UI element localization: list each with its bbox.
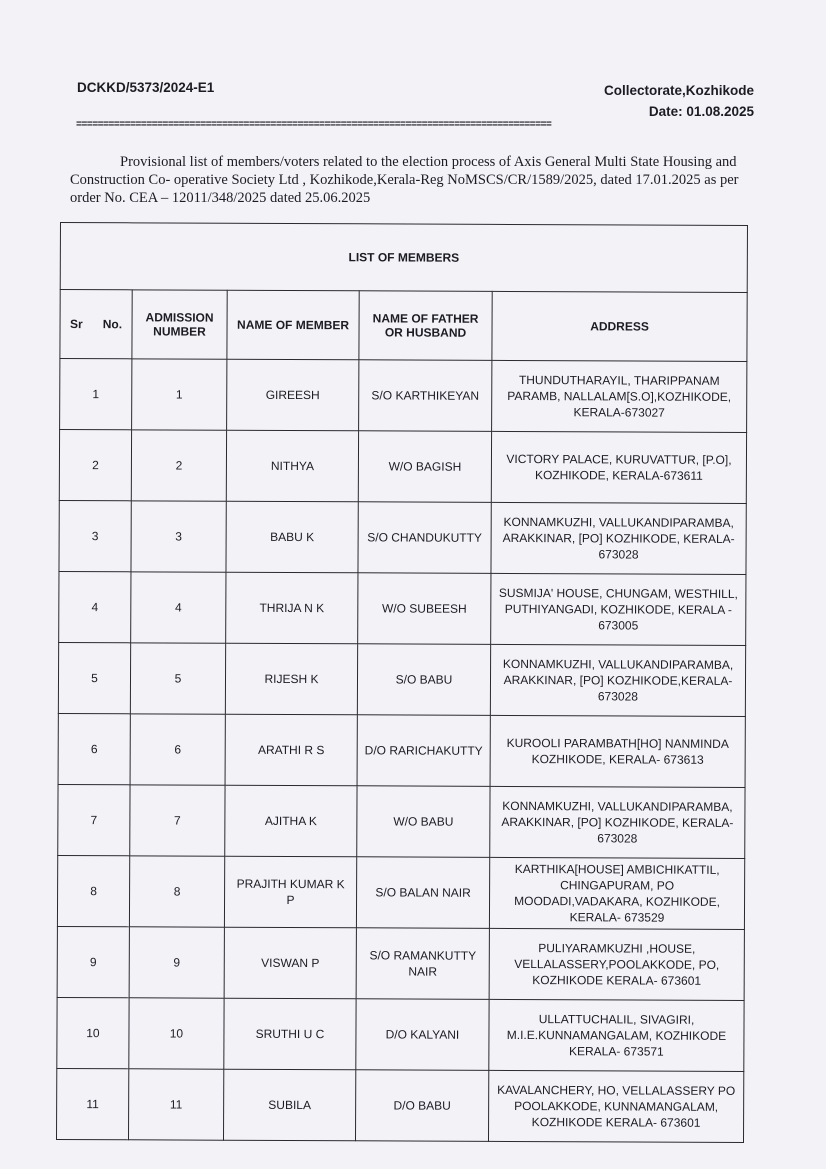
cell-address: SUSMIJA' HOUSE, CHUNGAM, WESTHILL, PUTHIYANGADI, KOZHIKODE, KERALA - 673005 [491,573,746,645]
document-date: Date: 01.08.2025 [648,104,754,119]
cell-sr: 7 [58,784,130,855]
cell-member-name: AJITHA K [225,785,357,857]
table-row [57,997,744,1071]
table-body [56,359,746,1143]
cell-admission: 3 [131,501,226,572]
table-row [58,642,745,716]
cell-relation: S/O BALAN NAIR [356,857,489,929]
cell-admission: 11 [128,1069,223,1140]
cell-relation: W/O SUBEESH [358,573,491,645]
cell-member-name: BABU K [226,501,358,573]
cell-member-name: GIREESH [227,359,359,431]
cell-sr: 4 [59,571,131,642]
column-header-member-name: NAME OF MEMBER [227,290,359,360]
cell-relation: D/O BABU [355,1070,488,1142]
table-row [58,784,745,858]
cell-admission: 4 [131,572,226,643]
cell-admission: 10 [129,998,224,1069]
table-title: LIST OF MEMBERS [60,223,747,293]
cell-address: THUNDUTHARAYIL, THARIPPANAM PARAMB, NALLALAM[S.O],KOZHIKODE, KERALA-673027 [492,360,747,432]
cell-sr: 3 [59,500,131,571]
cell-member-name: PRAJITH KUMAR K P [224,856,356,928]
cell-relation: W/O BAGISH [358,431,491,503]
table-row [57,855,744,929]
cell-admission: 2 [131,430,226,501]
cell-relation: S/O CHANDUKUTTY [358,502,491,574]
cell-member-name: THRIJA N K [226,572,358,644]
table-row [57,926,744,1000]
cell-sr: 2 [59,430,131,501]
cell-admission: 7 [130,785,225,856]
cell-sr: 6 [58,713,130,784]
cell-sr: 5 [58,642,130,713]
cell-relation: S/O RAMANKUTTY NAIR [356,928,489,1000]
cell-member-name: NITHYA [226,430,358,502]
cell-address: VICTORY PALACE, KURUVATTUR, [P.O], KOZHIKODE, KERALA-673611 [491,431,746,503]
table-row [58,713,745,787]
cell-sr: 10 [57,997,129,1068]
cell-sr: 9 [57,926,129,997]
cell-sr: 8 [57,855,129,926]
cell-address: PULIYARAMKUZHI ,HOUSE, VELLALASSERY,POOLAKKODE, PO, KOZHIKODE KERALA- 673601 [489,928,744,1000]
cell-member-name: VISWAN P [224,927,356,999]
cell-relation: S/O BABU [357,644,490,716]
intro-paragraph: Provisional list of members/voters related to the election process of Axis General Multi State Housing and Construction Co- operative Society Ltd , Kozhikode,Kerala-Reg NoMSCS/CR/1589/2025, dated 17.01.2025 as per order No. CEA – 12011/348/2025 dated 25.06.2025 [70,154,739,206]
cell-member-name: SUBILA [223,1069,355,1141]
members-table [56,222,748,1143]
cell-relation: D/O RARICHAKUTTY [357,715,490,787]
cell-address: KONNAMKUZHI, VALLUKANDIPARAMBA, ARAKKINAR, [PO] KOZHIKODE, KERALA-673028 [491,502,746,574]
table-row [56,1068,743,1142]
cell-address: KUROOLI PARAMBATH[HO] NANMINDA KOZHIKODE, KERALA- 673613 [490,715,745,787]
cell-address: KARTHIKA[HOUSE] AMBICHIKATTIL, CHINGAPURAM, PO MOODADI,VADAKARA, KOZHIKODE, KERALA- 673529 [489,857,744,929]
cell-relation: S/O KARTHIKEYAN [359,360,492,432]
column-header-sr: Sr No. [60,290,132,359]
cell-sr: 11 [56,1068,128,1139]
cell-admission: 5 [130,643,225,714]
cell-address: KONNAMKUZHI, VALLUKANDIPARAMBA, ARAKKINAR, [PO] KOZHIKODE,KERALA-673028 [490,644,745,716]
header-right [604,80,754,122]
cell-address: ULLATTUCHALIL, SIVAGIRI, M.I.E.KUNNAMANGALAM, KOZHIKODE KERALA- 673571 [489,999,744,1071]
cell-admission: 8 [129,856,224,927]
cell-admission: 1 [132,359,227,430]
table-row [59,500,746,574]
cell-relation: D/O KALYANI [356,999,489,1071]
reference-number: DCKKD/5373/2024-E1 [77,80,215,95]
separator-rule: ======================================================================================== [76,120,552,131]
cell-member-name: SRUTHI U C [224,998,356,1070]
cell-relation: W/O BABU [357,786,490,858]
cell-admission: 6 [130,714,225,785]
column-header-father-husband: NAME OF FATHER OR HUSBAND [359,291,492,361]
cell-address: KONNAMKUZHI, VALLUKANDIPARAMBA, ARAKKINAR, [PO] KOZHIKODE, KERALA-673028 [490,786,745,858]
cell-admission: 9 [129,927,224,998]
cell-sr: 1 [60,359,132,430]
cell-member-name: RIJESH K [225,643,357,715]
table-row [59,571,746,645]
column-header-address: ADDRESS [492,291,747,361]
cell-member-name: ARATHI R S [225,714,357,786]
table-header-row [60,290,747,362]
table-title-row [60,223,747,293]
table-row [60,359,747,433]
column-header-admission: ADMISSION NUMBER [132,290,227,359]
office-name: Collectorate,Kozhikode [603,83,754,98]
table-row [59,430,746,504]
cell-address: KAVALANCHERY, HO, VELLALASSERY PO POOLAKKODE, KUNNAMANGALAM, KOZHIKODE KERALA- 673601 [488,1070,743,1142]
